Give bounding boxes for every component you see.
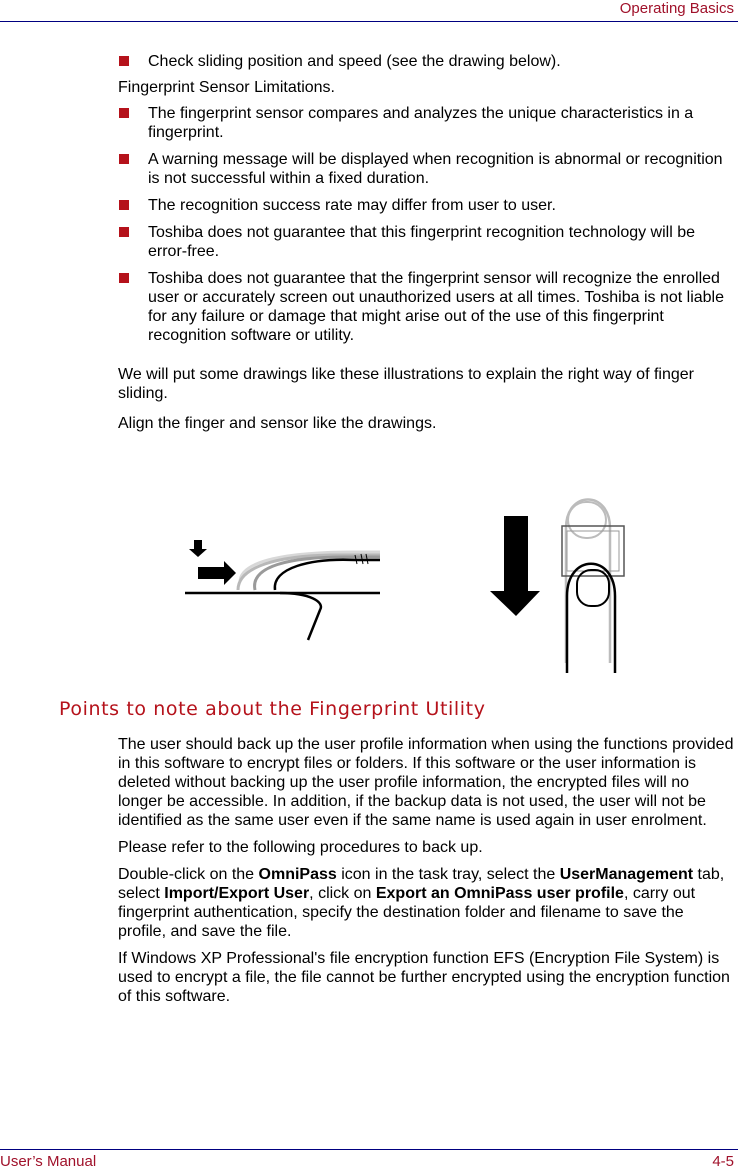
text-run: , click on	[309, 885, 376, 902]
running-header: Operating Basics	[619, 0, 734, 17]
paragraph: If Windows XP Professional's file encryption function EFS (Encryption File System) is used to encrypt a file, the file cannot be further encrypted using the encryption function of this software.	[118, 950, 730, 1005]
align-paragraph	[118, 414, 736, 433]
text-run: tab, select	[118, 866, 725, 902]
limitations-heading	[118, 78, 736, 97]
finger-side-view-illustration	[180, 530, 390, 645]
footer-manual-title: User’s Manual	[0, 1153, 97, 1170]
section-body	[118, 735, 736, 1006]
bullet-text: A warning message will be displayed when recognition is abnormal or recognition is not successful within a fixed duration.	[148, 151, 723, 187]
bullet-item	[118, 196, 736, 215]
bullet-square-icon	[119, 227, 129, 237]
text-run: Double-click on the	[118, 866, 259, 883]
page-number: 4-5	[712, 1153, 734, 1170]
bullet-item	[118, 269, 736, 345]
bullet-text: Toshiba does not guarantee that the fingerprint sensor will recognize the enrolled user or accurately screen out unauthorized users at all times. Toshiba is not liable for any failure or damage that might arise out of the use of this fingerprint recognition software or utility.	[148, 270, 725, 344]
bullet-item	[118, 104, 736, 142]
text-run: icon in the task tray, select the	[336, 866, 560, 883]
top-bullet-block	[118, 52, 736, 71]
bullet-text: The fingerprint sensor compares and analyzes the unique characteristics in a fingerprint.	[148, 105, 694, 141]
header-rule	[0, 21, 738, 22]
text-run: , carry out fingerprint authentication, specify the destination folder and filename to save the profile, and save the file.	[118, 885, 696, 940]
footer-rule	[0, 1149, 738, 1150]
paragraph: Please refer to the following procedures to back up.	[118, 839, 483, 856]
paragraph: Fingerprint Sensor Limitations.	[118, 79, 335, 96]
bold-usermanagement: UserManagement	[559, 866, 694, 883]
bullet-square-icon	[119, 200, 129, 210]
bullet-item	[118, 223, 736, 261]
right-arrow-icon	[198, 561, 236, 585]
bullet-square-icon	[119, 108, 129, 118]
bold-omnipass: OmniPass	[258, 866, 337, 883]
bullet-item	[118, 52, 736, 71]
bullet-square-icon	[119, 154, 129, 164]
bullet-text: Check sliding position and speed (see the drawing below).	[148, 53, 561, 70]
bold-import-export-user: Import/Export User	[164, 885, 310, 902]
bullet-text: The recognition success rate may differ from user to user.	[148, 197, 556, 214]
finger-top-view-illustration	[488, 488, 638, 673]
limitations-list	[118, 104, 736, 345]
paragraph: Align the finger and sensor like the drawings.	[118, 415, 437, 432]
bullet-item	[118, 150, 736, 188]
paragraph: We will put some drawings like these illustrations to explain the right way of finger sliding.	[118, 366, 694, 402]
bullet-text: Toshiba does not guarantee that this fingerprint recognition technology will be error-free.	[148, 224, 696, 260]
section-heading: Points to note about the Fingerprint Utility	[59, 698, 486, 720]
paragraph: The user should back up the user profile information when using the functions provided in this software to encrypt files or folders. If this software or the user information is deleted without backing up the user profile information, the encrypted files will no longer be accessible. In addition, if the backup data is not used, the user will not be identified as the same user even if the same name is used again in user enrolment.	[118, 736, 734, 829]
bold-export-profile: Export an OmniPass user profile	[375, 885, 624, 902]
big-down-arrow-icon	[490, 516, 540, 616]
small-down-arrow-icon	[189, 540, 207, 557]
procedure-paragraph	[118, 865, 736, 941]
drawings-paragraph	[118, 365, 736, 403]
bullet-square-icon	[119, 273, 129, 283]
bullet-square-icon	[119, 56, 129, 66]
